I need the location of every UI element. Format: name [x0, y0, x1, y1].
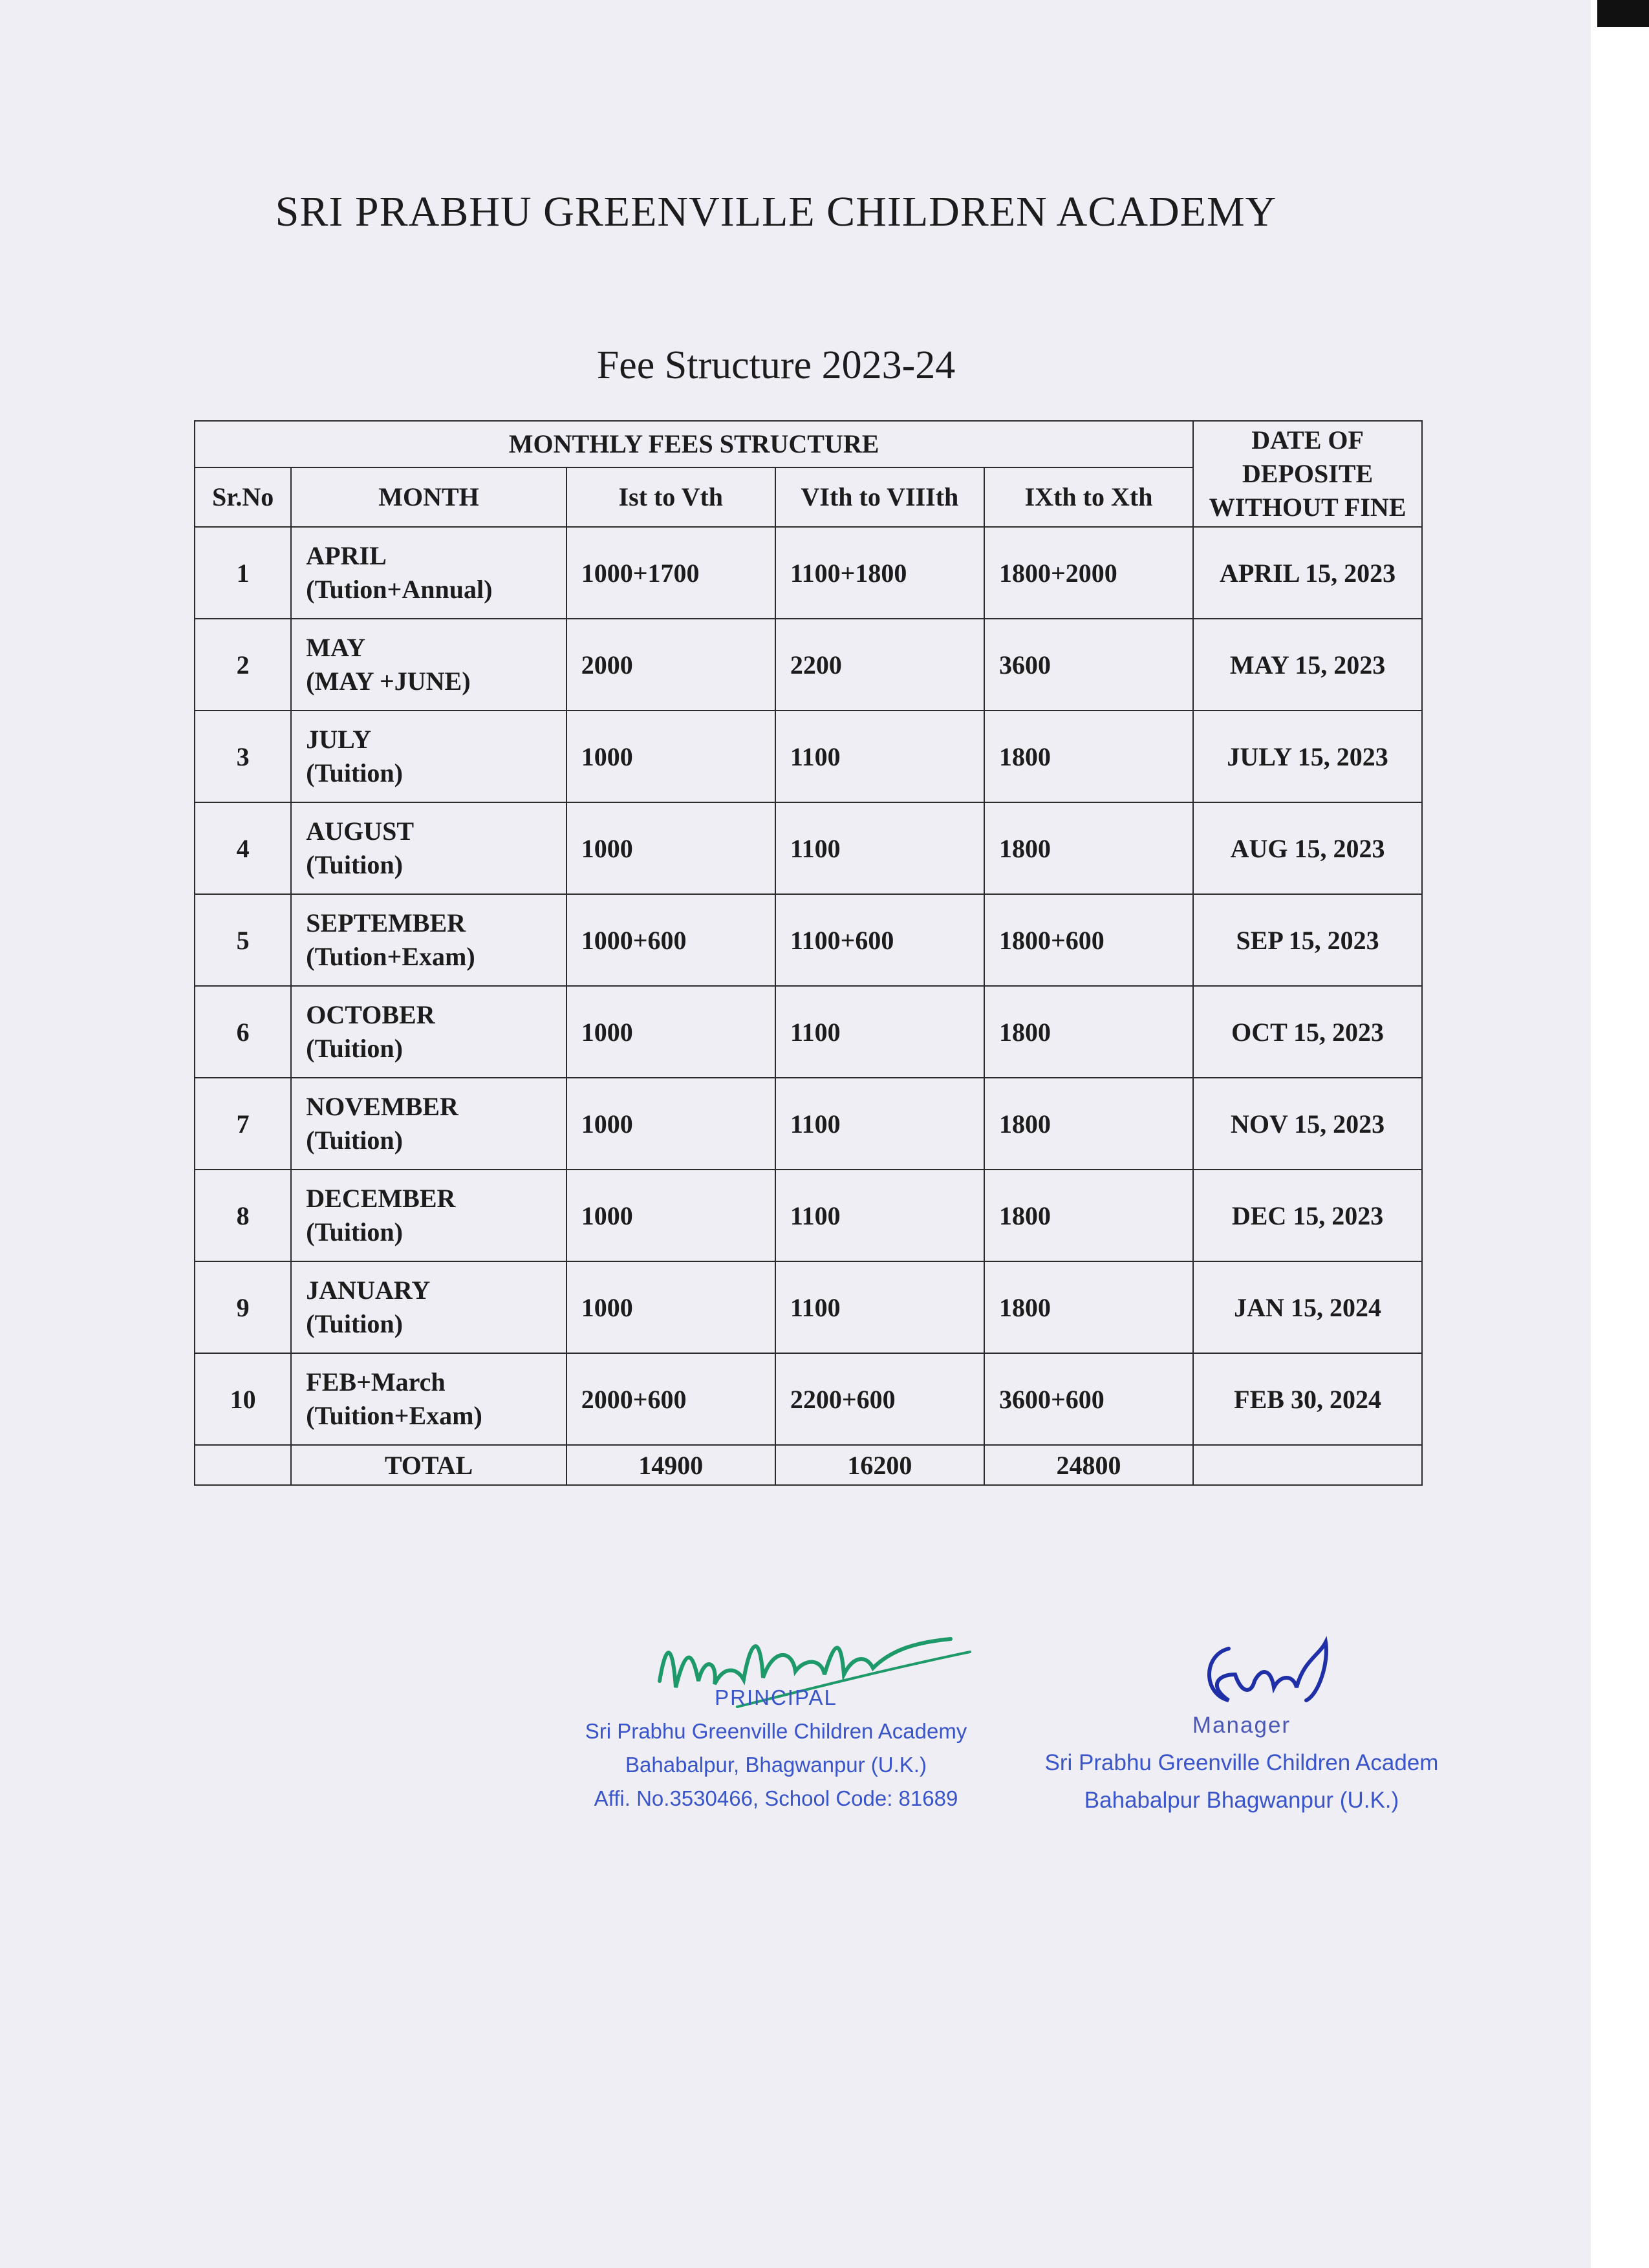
month-cell: [291, 802, 566, 894]
month-name: FEB+March: [306, 1367, 446, 1396]
principal-stamp-line1: Sri Prabhu Greenville Children Academy: [585, 1719, 967, 1743]
month-cell: [291, 1170, 566, 1261]
col-header-month: MONTH: [291, 467, 566, 527]
month-name: JULY: [306, 725, 372, 754]
fee-class-1-5-cell: 1000+1700: [566, 527, 775, 619]
fee-class-6-8-cell: 1100: [775, 802, 984, 894]
month-note: (Tuition): [306, 1217, 403, 1246]
srno-cell: 7: [195, 1078, 291, 1170]
table-row: [195, 619, 1422, 711]
table-row: [195, 986, 1422, 1078]
srno-cell: 4: [195, 802, 291, 894]
fee-class-9-10-cell: 1800: [984, 1170, 1193, 1261]
manager-role: Manager: [1192, 1713, 1291, 1738]
month-note: (Tuition): [306, 850, 403, 879]
srno-cell: 8: [195, 1170, 291, 1261]
fee-class-9-10-cell: 1800: [984, 711, 1193, 802]
month-cell: [291, 619, 566, 711]
fee-class-1-5-cell: 1000: [566, 986, 775, 1078]
manager-stamp-line1: Sri Prabhu Greenville Children Academ: [1044, 1750, 1439, 1775]
fee-class-1-5-cell: 2000: [566, 619, 775, 711]
due-date-cell: AUG 15, 2023: [1193, 802, 1422, 894]
month-name: NOVEMBER: [306, 1092, 458, 1121]
principal-stamp-line3: Affi. No.3530466, School Code: 81689: [594, 1786, 958, 1810]
fee-class-6-8-cell: 1100+600: [775, 894, 984, 986]
fee-class-1-5-cell: 1000: [566, 1261, 775, 1353]
table-row: [195, 1078, 1422, 1170]
total-label: TOTAL: [291, 1445, 566, 1485]
fee-class-9-10-cell: 1800: [984, 986, 1193, 1078]
due-date-cell: NOV 15, 2023: [1193, 1078, 1422, 1170]
month-cell: [291, 894, 566, 986]
fee-class-9-10-cell: 3600: [984, 619, 1193, 711]
table-header-group-row: [195, 421, 1422, 467]
principal-stamp: [543, 1681, 1009, 1815]
month-cell: [291, 1353, 566, 1445]
fee-class-1-5-cell: 1000: [566, 1170, 775, 1261]
srno-cell: 10: [195, 1353, 291, 1445]
total-class-9-10: 24800: [984, 1445, 1193, 1485]
month-note: (MAY +JUNE): [306, 667, 471, 696]
fee-class-1-5-cell: 1000: [566, 711, 775, 802]
srno-cell: 1: [195, 527, 291, 619]
fee-table-body: [195, 527, 1422, 1445]
month-name: OCTOBER: [306, 1000, 435, 1029]
fee-class-9-10-cell: 1800: [984, 802, 1193, 894]
due-date-cell: APRIL 15, 2023: [1193, 527, 1422, 619]
month-cell: [291, 711, 566, 802]
school-title: SRI PRABHU GREENVILLE CHILDREN ACADEMY: [275, 188, 1277, 235]
monthly-fees-header: MONTHLY FEES STRUCTURE: [195, 421, 1193, 467]
srno-cell: 5: [195, 894, 291, 986]
due-date-cell: FEB 30, 2024: [1193, 1353, 1422, 1445]
fee-class-1-5-cell: 2000+600: [566, 1353, 775, 1445]
table-row: [195, 894, 1422, 986]
fee-class-9-10-cell: 1800+2000: [984, 527, 1193, 619]
fee-class-1-5-cell: 1000: [566, 1078, 775, 1170]
principal-role: PRINCIPAL: [715, 1685, 837, 1709]
fee-class-9-10-cell: 1800: [984, 1261, 1193, 1353]
fee-class-6-8-cell: 2200: [775, 619, 984, 711]
fee-class-6-8-cell: 1100: [775, 1170, 984, 1261]
month-note: (Tution+Exam): [306, 942, 475, 971]
month-name: AUGUST: [306, 817, 414, 846]
month-note: (Tuition): [306, 1034, 403, 1063]
table-row: [195, 711, 1422, 802]
srno-cell: 3: [195, 711, 291, 802]
srno-cell: 9: [195, 1261, 291, 1353]
manager-stamp: [996, 1707, 1487, 1819]
month-cell: [291, 986, 566, 1078]
fee-class-9-10-cell: 1800+600: [984, 894, 1193, 986]
month-note: (Tuition): [306, 1126, 403, 1155]
due-date-cell: SEP 15, 2023: [1193, 894, 1422, 986]
total-class-1-5: 14900: [566, 1445, 775, 1485]
due-date-cell: DEC 15, 2023: [1193, 1170, 1422, 1261]
table-row: [195, 802, 1422, 894]
month-note: (Tuition): [306, 758, 403, 787]
month-note: (Tution+Annual): [306, 575, 493, 604]
month-name: DECEMBER: [306, 1184, 456, 1213]
total-date-blank-cell: [1193, 1445, 1422, 1485]
month-name: JANUARY: [306, 1276, 431, 1305]
srno-cell: 2: [195, 619, 291, 711]
fee-class-6-8-cell: 1100: [775, 986, 984, 1078]
table-row: [195, 527, 1422, 619]
total-class-6-8: 16200: [775, 1445, 984, 1485]
fee-structure-subtitle: Fee Structure 2023-24: [596, 343, 956, 387]
table-row: [195, 1353, 1422, 1445]
srno-cell: 6: [195, 986, 291, 1078]
fee-class-6-8-cell: 2200+600: [775, 1353, 984, 1445]
month-cell: [291, 1261, 566, 1353]
scan-edge: [1591, 0, 1649, 2268]
scan-mark: [1597, 0, 1649, 27]
col-header-class-6-8: VIth to VIIIth: [775, 467, 984, 527]
total-blank-cell: [195, 1445, 291, 1485]
due-date-cell: OCT 15, 2023: [1193, 986, 1422, 1078]
date-header: DATE OF DEPOSITE WITHOUT FINE: [1193, 421, 1422, 527]
fee-class-6-8-cell: 1100+1800: [775, 527, 984, 619]
col-header-class-1-5: Ist to Vth: [566, 467, 775, 527]
table-row: [195, 1261, 1422, 1353]
col-header-srno: Sr.No: [195, 467, 291, 527]
manager-stamp-line2: Bahabalpur Bhagwanpur (U.K.): [1084, 1788, 1399, 1813]
table-row: [195, 1170, 1422, 1261]
month-name: MAY: [306, 633, 366, 662]
fee-class-9-10-cell: 3600+600: [984, 1353, 1193, 1445]
month-cell: [291, 1078, 566, 1170]
total-row: [195, 1445, 1422, 1485]
month-note: (Tuition+Exam): [306, 1401, 482, 1430]
col-header-class-9-10: IXth to Xth: [984, 467, 1193, 527]
fee-class-6-8-cell: 1100: [775, 1261, 984, 1353]
principal-stamp-line2: Bahabalpur, Bhagwanpur (U.K.): [625, 1753, 927, 1777]
due-date-cell: MAY 15, 2023: [1193, 619, 1422, 711]
month-name: SEPTEMBER: [306, 908, 466, 937]
fee-class-6-8-cell: 1100: [775, 1078, 984, 1170]
month-name: APRIL: [306, 541, 387, 570]
month-cell: [291, 527, 566, 619]
due-date-cell: JULY 15, 2023: [1193, 711, 1422, 802]
month-note: (Tuition): [306, 1309, 403, 1338]
fee-class-1-5-cell: 1000: [566, 802, 775, 894]
fee-class-9-10-cell: 1800: [984, 1078, 1193, 1170]
fee-table: [194, 420, 1423, 1486]
due-date-cell: JAN 15, 2024: [1193, 1261, 1422, 1353]
fee-class-1-5-cell: 1000+600: [566, 894, 775, 986]
fee-class-6-8-cell: 1100: [775, 711, 984, 802]
